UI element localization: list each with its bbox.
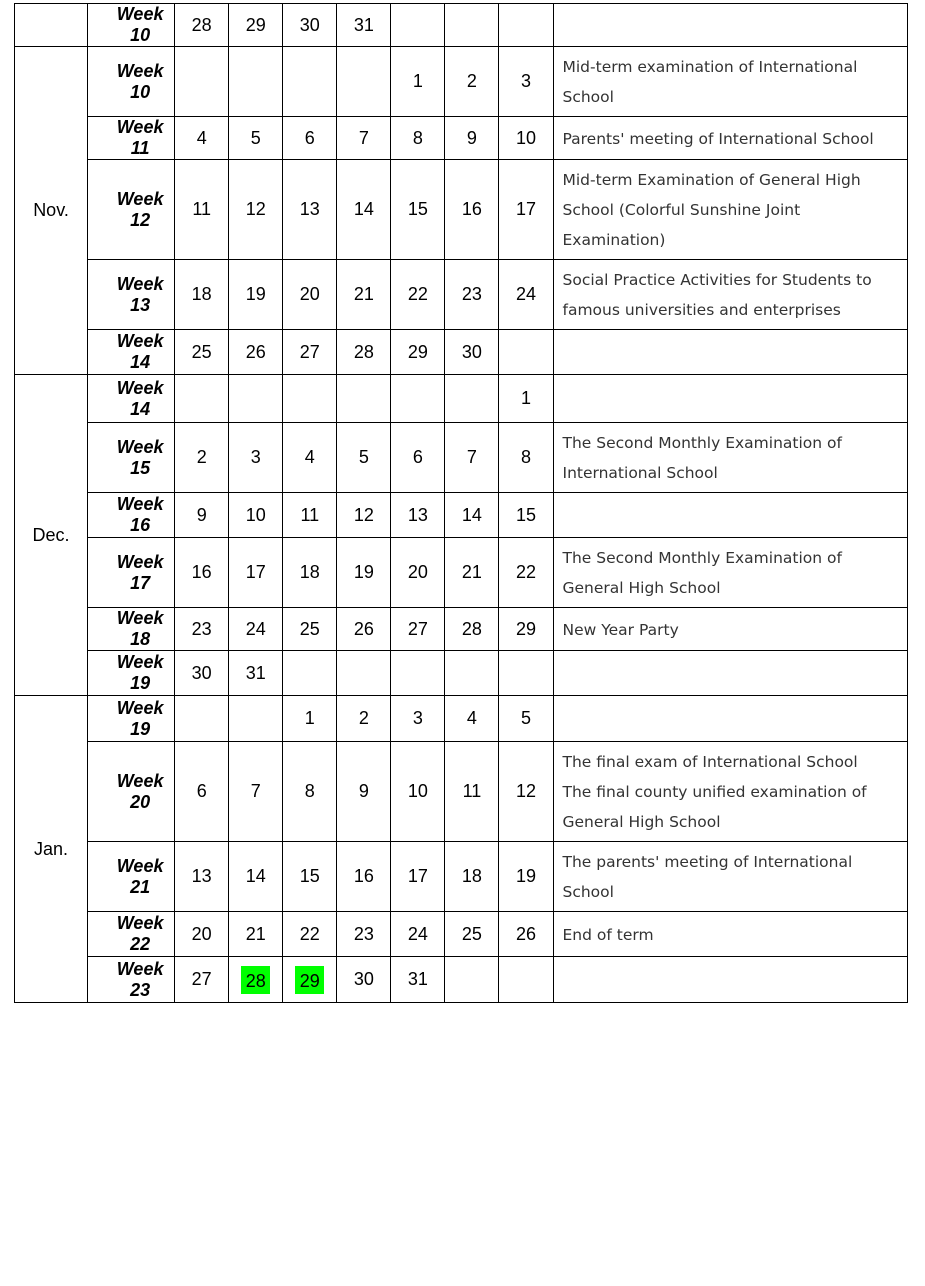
day-cell: 11 [175, 160, 229, 260]
day-cell: 6 [391, 423, 445, 493]
day-cell: 18 [175, 260, 229, 330]
table-row [15, 493, 908, 538]
day-cell [445, 651, 499, 696]
day-cell: 3 [391, 696, 445, 742]
day-cell: 25 [445, 912, 499, 957]
day-cell: 13 [391, 493, 445, 538]
table-row [15, 912, 908, 957]
day-cell [499, 957, 553, 1003]
day-cell [391, 375, 445, 423]
day-cell: 7 [229, 742, 283, 842]
day-cell: 9 [175, 493, 229, 538]
day-cell: 9 [337, 742, 391, 842]
day-cell: 5 [229, 117, 283, 160]
day-cell: 31 [229, 651, 283, 696]
table-row [15, 117, 908, 160]
table-row [15, 696, 908, 742]
day-cell: 14 [337, 160, 391, 260]
day-cell: 29 [229, 4, 283, 47]
table-row [15, 608, 908, 651]
day-cell [283, 375, 337, 423]
month-dec: Dec. [15, 375, 88, 696]
day-cell: 7 [445, 423, 499, 493]
day-cell: 3 [499, 47, 553, 117]
table-row [15, 842, 908, 912]
day-cell: 24 [499, 260, 553, 330]
day-cell: 2 [175, 423, 229, 493]
event-cell: Parents' meeting of International School [553, 117, 908, 160]
event-cell: The Second Monthly Examination of International School [553, 423, 908, 493]
table-row [15, 375, 908, 423]
event-cell: End of term [553, 912, 908, 957]
day-cell: 4 [283, 423, 337, 493]
day-cell: 30 [175, 651, 229, 696]
day-cell [445, 4, 499, 47]
day-cell: 13 [283, 160, 337, 260]
day-cell [445, 375, 499, 423]
day-cell: 8 [391, 117, 445, 160]
event-cell: Mid-term examination of International School [553, 47, 908, 117]
week-label: Week 14 [88, 330, 175, 375]
table-row [15, 260, 908, 330]
day-cell [499, 4, 553, 47]
table-row [15, 160, 908, 260]
week-label: Week 16 [88, 493, 175, 538]
day-cell: 30 [283, 4, 337, 47]
week-label: Week 18 [88, 608, 175, 651]
table-row [15, 957, 908, 1003]
day-cell: 15 [283, 842, 337, 912]
day-cell: 26 [337, 608, 391, 651]
day-cell: 2 [445, 47, 499, 117]
day-cell: 13 [175, 842, 229, 912]
day-cell: 25 [175, 330, 229, 375]
week-label: Week 22 [88, 912, 175, 957]
event-cell [553, 957, 908, 1003]
day-cell [445, 957, 499, 1003]
day-cell [391, 4, 445, 47]
day-cell: 22 [499, 538, 553, 608]
day-cell: 1 [499, 375, 553, 423]
day-cell: 20 [175, 912, 229, 957]
day-cell [391, 651, 445, 696]
day-cell: 9 [445, 117, 499, 160]
day-cell: 18 [283, 538, 337, 608]
day-cell: 6 [175, 742, 229, 842]
day-cell: 1 [283, 696, 337, 742]
week-label: Week 15 [88, 423, 175, 493]
school-calendar-table [14, 3, 908, 1003]
week-label: Week 23 [88, 957, 175, 1003]
event-cell [553, 330, 908, 375]
day-cell: 23 [337, 912, 391, 957]
day-cell: 23 [445, 260, 499, 330]
day-cell: 19 [229, 260, 283, 330]
day-cell [499, 330, 553, 375]
highlighted-day: 29 [295, 966, 324, 994]
day-cell [283, 651, 337, 696]
week-label: Week 17 [88, 538, 175, 608]
day-cell: 12 [229, 160, 283, 260]
day-cell: 10 [229, 493, 283, 538]
day-cell: 23 [175, 608, 229, 651]
day-cell: 8 [499, 423, 553, 493]
event-cell: New Year Party [553, 608, 908, 651]
day-cell [229, 375, 283, 423]
day-cell: 19 [499, 842, 553, 912]
day-cell: 17 [229, 538, 283, 608]
day-cell: 1 [391, 47, 445, 117]
day-cell: 21 [445, 538, 499, 608]
day-cell: 16 [337, 842, 391, 912]
day-cell: 16 [175, 538, 229, 608]
day-cell: 25 [283, 608, 337, 651]
day-cell: 27 [391, 608, 445, 651]
day-cell [337, 651, 391, 696]
day-cell: 31 [391, 957, 445, 1003]
event-cell [553, 375, 908, 423]
day-cell: 5 [337, 423, 391, 493]
day-cell: 3 [229, 423, 283, 493]
day-cell: 19 [337, 538, 391, 608]
event-cell: The parents' meeting of International School [553, 842, 908, 912]
day-cell: 28 [337, 330, 391, 375]
day-cell [229, 957, 283, 1003]
event-cell: The Second Monthly Examination of General High School [553, 538, 908, 608]
month-nov: Nov. [15, 47, 88, 375]
table-row [15, 4, 908, 47]
day-cell [337, 47, 391, 117]
day-cell: 14 [229, 842, 283, 912]
day-cell [229, 696, 283, 742]
day-cell: 28 [175, 4, 229, 47]
day-cell: 31 [337, 4, 391, 47]
day-cell [175, 375, 229, 423]
day-cell: 30 [337, 957, 391, 1003]
week-label: Week 10 [88, 47, 175, 117]
day-cell: 4 [445, 696, 499, 742]
day-cell: 16 [445, 160, 499, 260]
day-cell: 27 [283, 330, 337, 375]
day-cell: 29 [499, 608, 553, 651]
day-cell: 10 [391, 742, 445, 842]
day-cell: 10 [499, 117, 553, 160]
table-row [15, 423, 908, 493]
day-cell: 8 [283, 742, 337, 842]
day-cell: 12 [499, 742, 553, 842]
day-cell: 29 [391, 330, 445, 375]
table-row [15, 742, 908, 842]
event-cell [553, 651, 908, 696]
day-cell: 24 [391, 912, 445, 957]
table-row [15, 538, 908, 608]
day-cell: 6 [283, 117, 337, 160]
day-cell: 7 [337, 117, 391, 160]
week-label: Week 10 [88, 4, 175, 47]
day-cell: 21 [337, 260, 391, 330]
event-cell [553, 696, 908, 742]
day-cell [283, 957, 337, 1003]
event-cell [553, 493, 908, 538]
week-label: Week 19 [88, 651, 175, 696]
day-cell [499, 651, 553, 696]
day-cell: 17 [499, 160, 553, 260]
table-row [15, 651, 908, 696]
day-cell [175, 47, 229, 117]
day-cell: 11 [445, 742, 499, 842]
table-row [15, 47, 908, 117]
day-cell: 11 [283, 493, 337, 538]
day-cell [175, 696, 229, 742]
month-jan: Jan. [15, 696, 88, 1003]
day-cell: 22 [391, 260, 445, 330]
highlighted-day: 28 [241, 966, 270, 994]
event-cell: Mid-term Examination of General High School (Colorful Sunshine Joint Examination) [553, 160, 908, 260]
week-label: Week 11 [88, 117, 175, 160]
event-cell: Social Practice Activities for Students to famous universities and enterprises [553, 260, 908, 330]
event-cell [553, 4, 908, 47]
day-cell: 20 [391, 538, 445, 608]
day-cell: 14 [445, 493, 499, 538]
day-cell [337, 375, 391, 423]
day-cell: 24 [229, 608, 283, 651]
day-cell: 30 [445, 330, 499, 375]
day-cell: 27 [175, 957, 229, 1003]
event-cell: The final exam of International School The final county unified examination of General High School [553, 742, 908, 842]
day-cell: 17 [391, 842, 445, 912]
day-cell: 26 [229, 330, 283, 375]
week-label: Week 13 [88, 260, 175, 330]
day-cell: 20 [283, 260, 337, 330]
day-cell: 15 [499, 493, 553, 538]
day-cell: 12 [337, 493, 391, 538]
day-cell [283, 47, 337, 117]
day-cell: 21 [229, 912, 283, 957]
day-cell: 5 [499, 696, 553, 742]
day-cell: 28 [445, 608, 499, 651]
day-cell: 18 [445, 842, 499, 912]
month-cell-empty [15, 4, 88, 47]
day-cell: 26 [499, 912, 553, 957]
week-label: Week 19 [88, 696, 175, 742]
day-cell: 4 [175, 117, 229, 160]
table-row [15, 330, 908, 375]
day-cell [229, 47, 283, 117]
week-label: Week 14 [88, 375, 175, 423]
week-label: Week 20 [88, 742, 175, 842]
day-cell: 15 [391, 160, 445, 260]
day-cell: 22 [283, 912, 337, 957]
week-label: Week 21 [88, 842, 175, 912]
day-cell: 2 [337, 696, 391, 742]
week-label: Week 12 [88, 160, 175, 260]
